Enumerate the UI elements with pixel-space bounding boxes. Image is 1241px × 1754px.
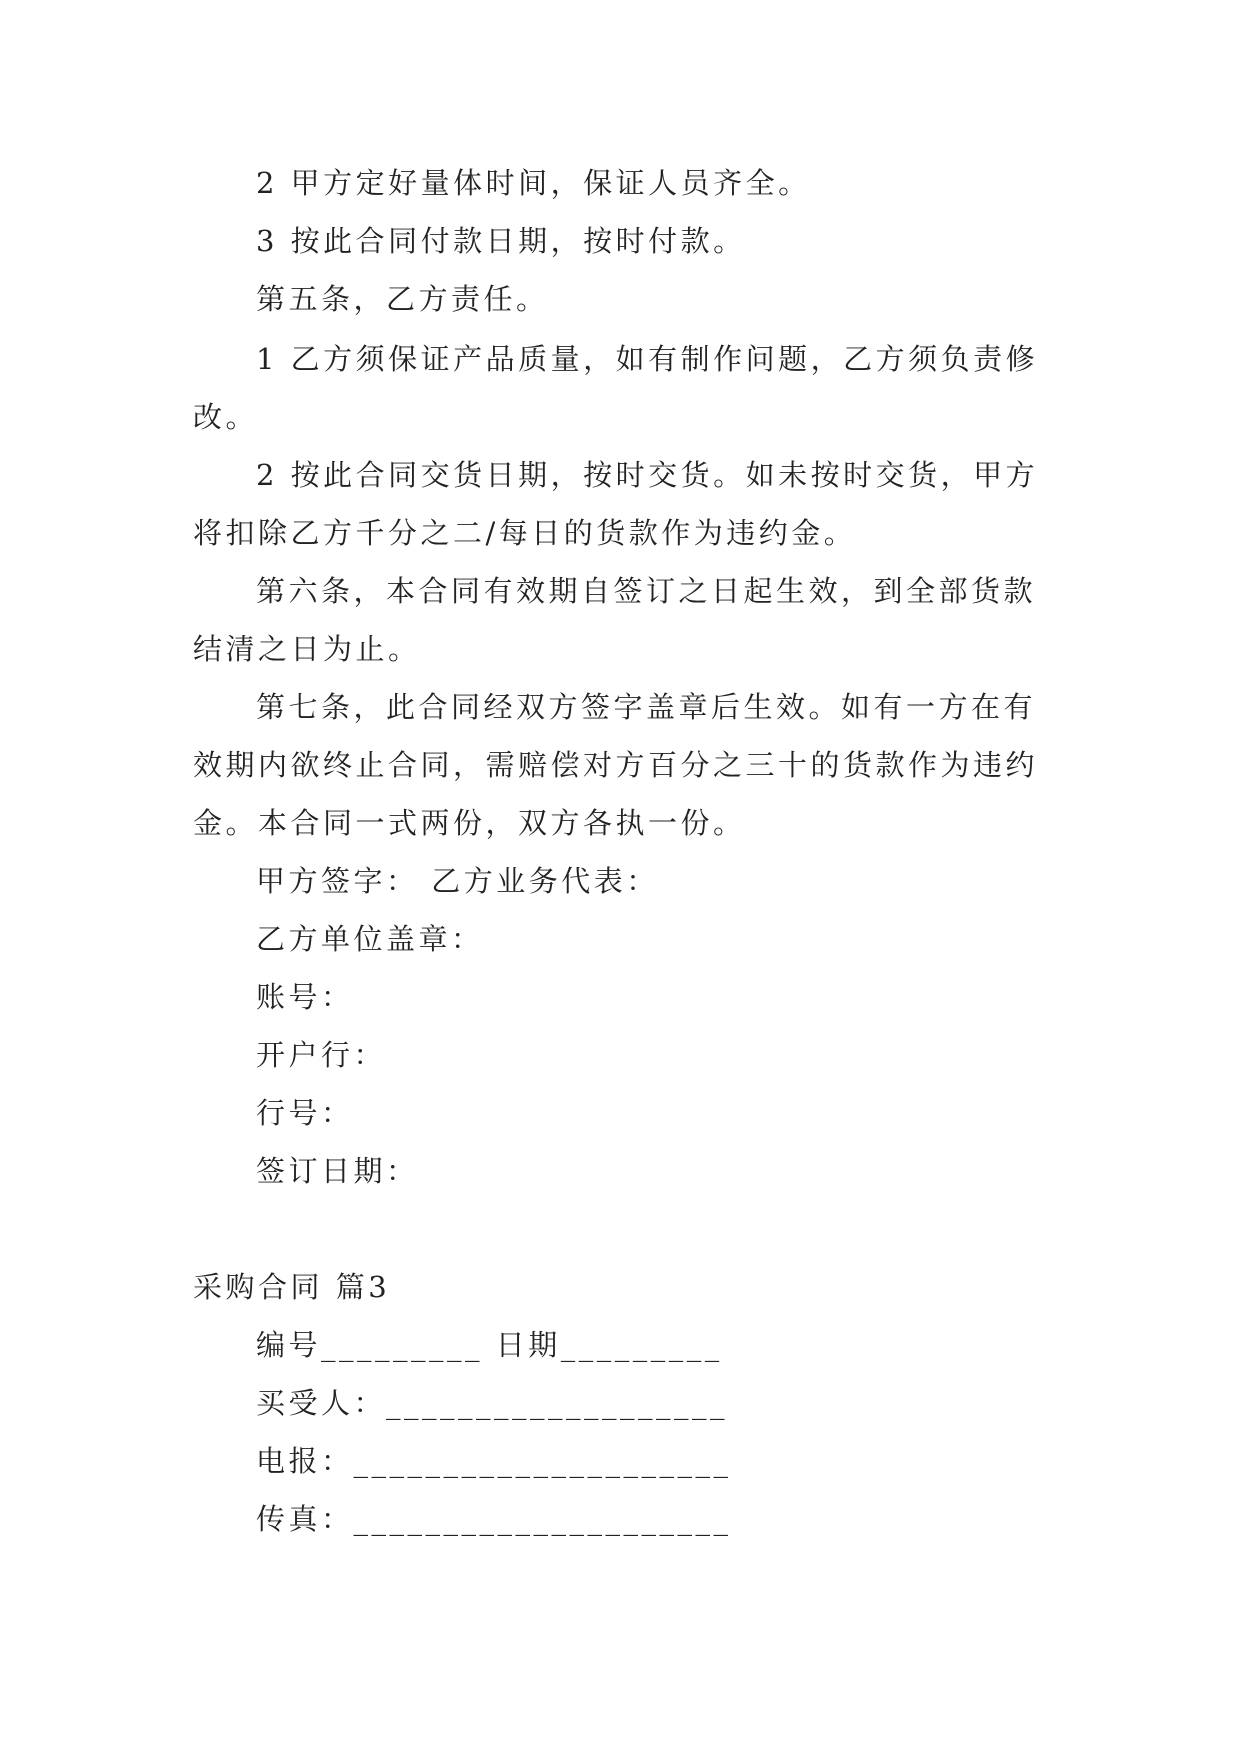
clause-heading: 第七条，此合同经双方签字盖章后生效。如有一方在有: [256, 690, 1037, 724]
text-line: 效期内欲终止合同，需赔偿对方百分之三十的货款作为违约: [193, 748, 1039, 782]
section-title: 采购合同 篇3: [193, 1270, 391, 1304]
text-line: 金。本合同一式两份，双方各执一份。: [193, 806, 746, 840]
text-line: 1 乙方须保证产品质量，如有制作问题，乙方须负责修: [256, 342, 1039, 376]
clause-heading: 第五条，乙方责任。: [256, 282, 549, 316]
text-line: 改。: [193, 400, 259, 434]
text-line: 3 按此合同付款日期，按时付款。: [256, 224, 746, 258]
seal-line: 乙方单位盖章：: [256, 922, 484, 956]
telegram-line: 电报：_____________________: [256, 1444, 732, 1478]
signing-date-line: 签订日期：: [256, 1154, 419, 1188]
bank-line: 开户行：: [256, 1038, 387, 1072]
signature-line: 甲方签字： 乙方业务代表：: [256, 864, 659, 898]
text-line: 将扣除乙方千分之二/每日的货款作为违约金。: [193, 516, 857, 550]
bank-code-line: 行号：: [256, 1096, 354, 1130]
clause-heading: 第六条，本合同有效期自签订之日起生效，到全部货款: [256, 574, 1037, 608]
text-line: 结清之日为止。: [193, 632, 421, 666]
text-line: 2 甲方定好量体时间，保证人员齐全。: [256, 166, 811, 200]
fax-line: 传真：_____________________: [256, 1502, 732, 1536]
number-date-line: 编号_________ 日期_________: [256, 1328, 723, 1362]
account-line: 账号：: [256, 980, 354, 1014]
text-line: 2 按此合同交货日期，按时交货。如未按时交货，甲方: [256, 458, 1039, 492]
buyer-line: 买受人：___________________: [256, 1386, 729, 1420]
